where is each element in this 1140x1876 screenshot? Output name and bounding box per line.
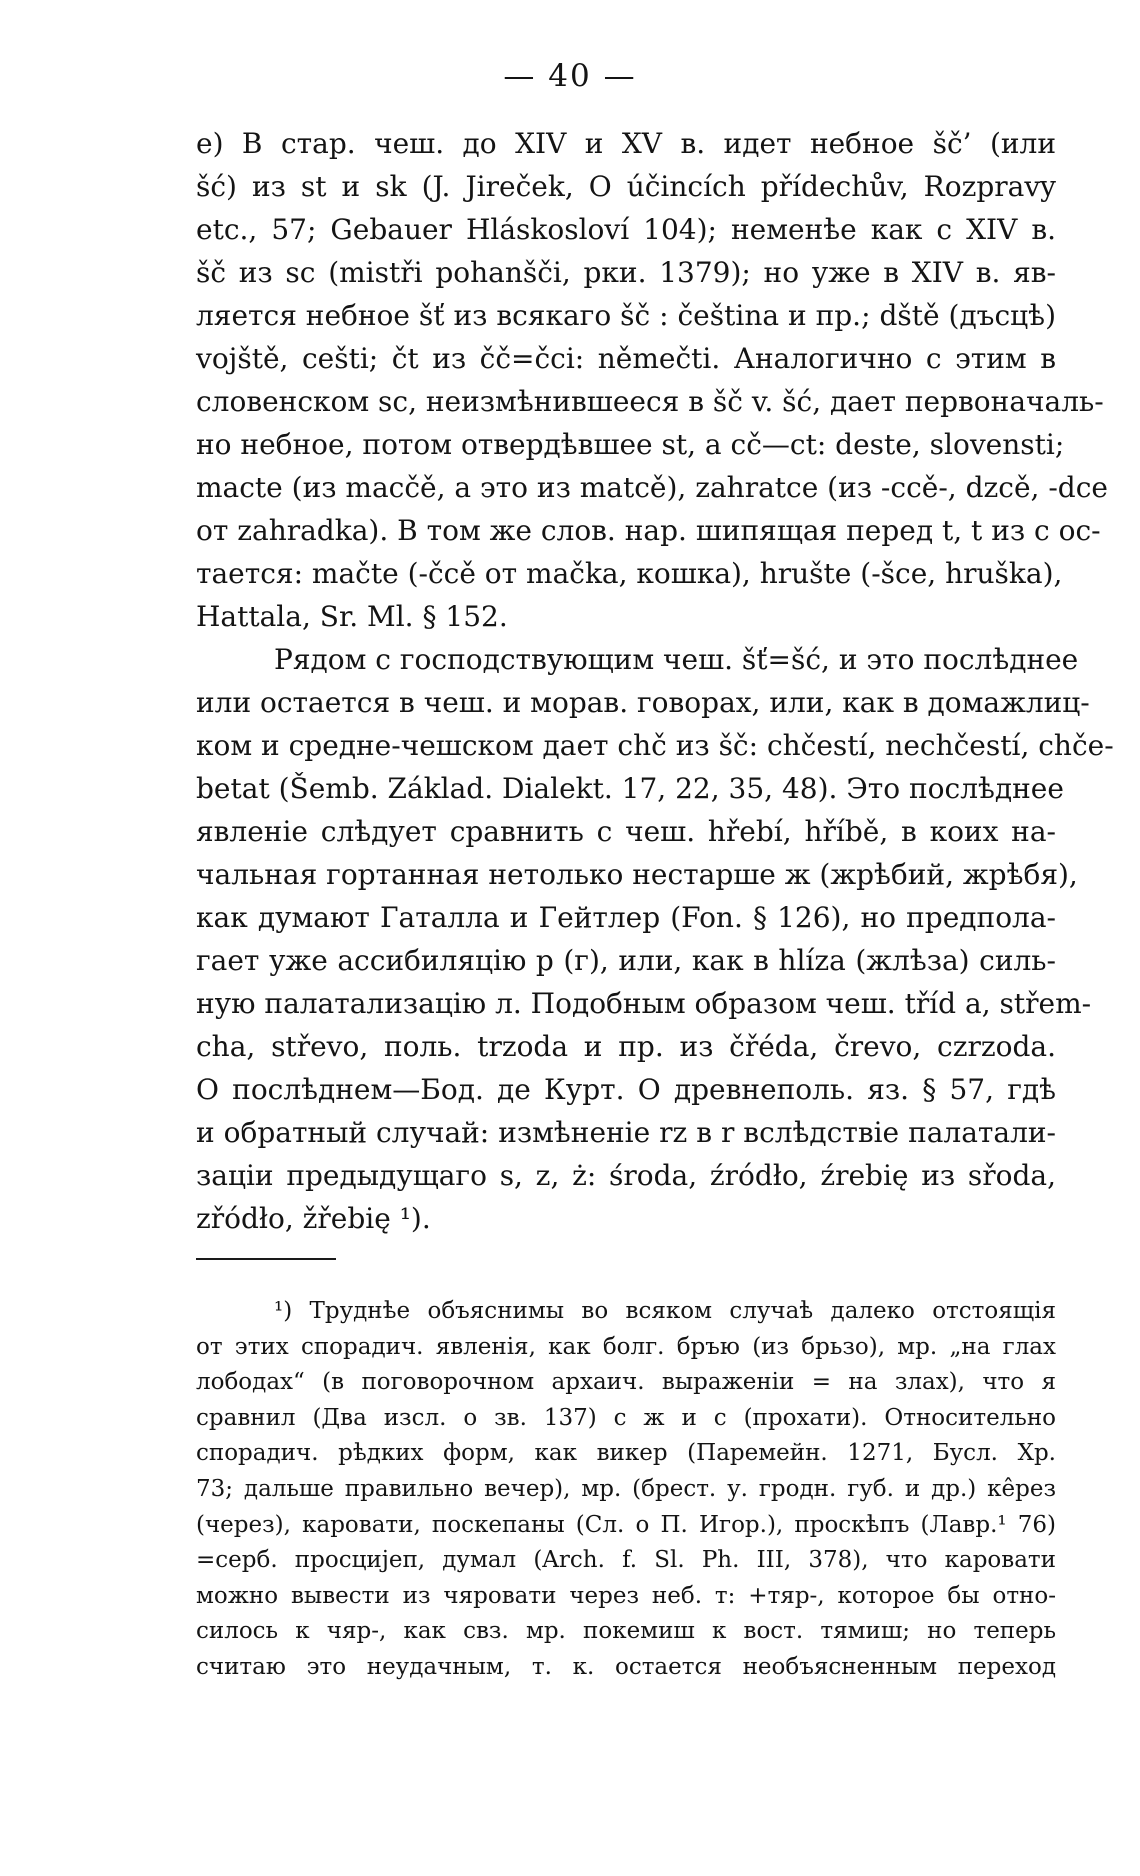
footnote-line: спорадич. рѣдких форм, как викер (Паремейн. 1271, Бусл. Хр. bbox=[196, 1440, 1056, 1467]
footnote-divider bbox=[196, 1258, 336, 1260]
text-line: О послѣднем—Бод. де Курт. О древнеполь. яз. § 57, гдѣ bbox=[196, 1073, 1056, 1106]
footnote-line: можно вывести из чяровати через неб. т: +тяр-, которое бы отно- bbox=[196, 1582, 1056, 1609]
text-line: zřódło, žřebię ¹). bbox=[196, 1202, 431, 1235]
footnote-line: (через), каровати, поскепаны (Сл. о П. Игор.), проскѣпъ (Лавр.¹ 76) bbox=[196, 1511, 1056, 1538]
text-line: macte (из macčě, а это из matcě), zahratce (из -ccě-, dzcě, -dce bbox=[196, 471, 1108, 504]
text-line: ную палатализацію л. Подобным образом чеш. tříd a, střem- bbox=[196, 987, 1092, 1020]
text-line: или остается в чеш. и морав. говорах, или, как в домажлиц- bbox=[196, 686, 1090, 719]
footnote-line: ¹) Труднѣе объяснимы во всяком случаѣ далеко отстоящія bbox=[274, 1298, 1056, 1324]
text-line: гает уже ассибиляцію р (г), или, как в hlíza (жлѣза) силь- bbox=[196, 944, 1056, 977]
footnote-line: считаю это неудачным, т. к. остается необъясненным переход bbox=[196, 1653, 1056, 1680]
text-line: ком и средне-чешском дает chč из šč: chčestí, nechčestí, chče- bbox=[196, 729, 1114, 762]
text-line: как думают Гаталла и Гейтлер (Fon. § 126), но предпола- bbox=[196, 901, 1056, 934]
text-line: etc., 57; Gebauer Hláskosloví 104); неменѣе как с XIV в. bbox=[196, 213, 1056, 246]
text-line: от zahradka). В том же слов. нар. шипящая перед t, t из c ос- bbox=[196, 514, 1101, 547]
page-number: — 40 — bbox=[503, 58, 637, 94]
main-text bbox=[196, 122, 1114, 1240]
text-line: betat (Šemb. Základ. Dialekt. 17, 22, 35, 48). Это послѣднее bbox=[196, 772, 1064, 805]
footnote-line: сравнил (Два изсл. о зв. 137) с ж и с (прохати). Относительно bbox=[196, 1404, 1056, 1431]
text-line: но небное, потом отвердѣвшее st, а cč—ct: deste, slovensti; bbox=[196, 428, 1065, 461]
footnote bbox=[196, 1294, 1056, 1686]
footnote-line: лободах“ (в поговорочном архаич. выраженіи = на злах), что я bbox=[196, 1369, 1056, 1396]
text-line: vojště, cešti; čt из čč=čci: němečti. Аналогично с этим в bbox=[196, 342, 1056, 375]
text-line: е) В стар. чеш. до XIV и XV в. идет небное šč’ (или bbox=[196, 127, 1056, 160]
footnote-line: =серб. просцијеп, думал (Arch. f. Sl. Ph. III, 378), что каровати bbox=[196, 1547, 1056, 1574]
text-line: cha, střevo, поль. trzoda и пр. из čřéda, črevo, czrzoda. bbox=[196, 1030, 1056, 1063]
text-line: тается: mačte (-čcě от mačka, кошка), hrušte (-šce, hruška), bbox=[196, 557, 1063, 590]
text-line: и обратный случай: измѣненіе rz в r вслѣдствіе палатали- bbox=[196, 1116, 1056, 1149]
text-line: заціи предыдущаго s, z, ż: środa, źródło, źrebię из sřoda, bbox=[196, 1159, 1056, 1192]
text-line: словенском sc, неизмѣнившееся в šč v. šć, дает первоначаль- bbox=[196, 385, 1104, 418]
text-line: Hattala, Sr. Ml. § 152. bbox=[196, 600, 508, 633]
text-line: Рядом с господствующим чеш. šť=šć, и это послѣднее bbox=[274, 643, 1079, 676]
text-line: šć) из st и sk (J. Jireček, O účincích přídechův, Rozpravy bbox=[196, 170, 1056, 203]
text-line: явленіе слѣдует сравнить с чеш. hřebí, hříbě, в коих на- bbox=[196, 815, 1056, 848]
text-line: šč из sc (mistři pohanšči, рки. 1379); но уже в XIV в. яв- bbox=[196, 256, 1056, 289]
text-line: чальная гортанная нетолько нестарше ж (жрѣбий, жрѣбя), bbox=[196, 858, 1078, 891]
text-line: ляется небное šť из всякаго šč : čeština и пр.; dště (дъсцѣ) bbox=[196, 299, 1056, 332]
footnote-line: 73; дальше правильно вечер), мр. (брест. у. гродн. губ. и др.) кêрез bbox=[196, 1475, 1056, 1502]
footnote-line: силось к чяр-, как свз. мр. покемиш к вост. тямиш; но теперь bbox=[196, 1618, 1056, 1645]
footnote-line: от этих спорадич. явленія, как болг. бръю (из брьзо), мр. „на глах bbox=[196, 1333, 1056, 1360]
